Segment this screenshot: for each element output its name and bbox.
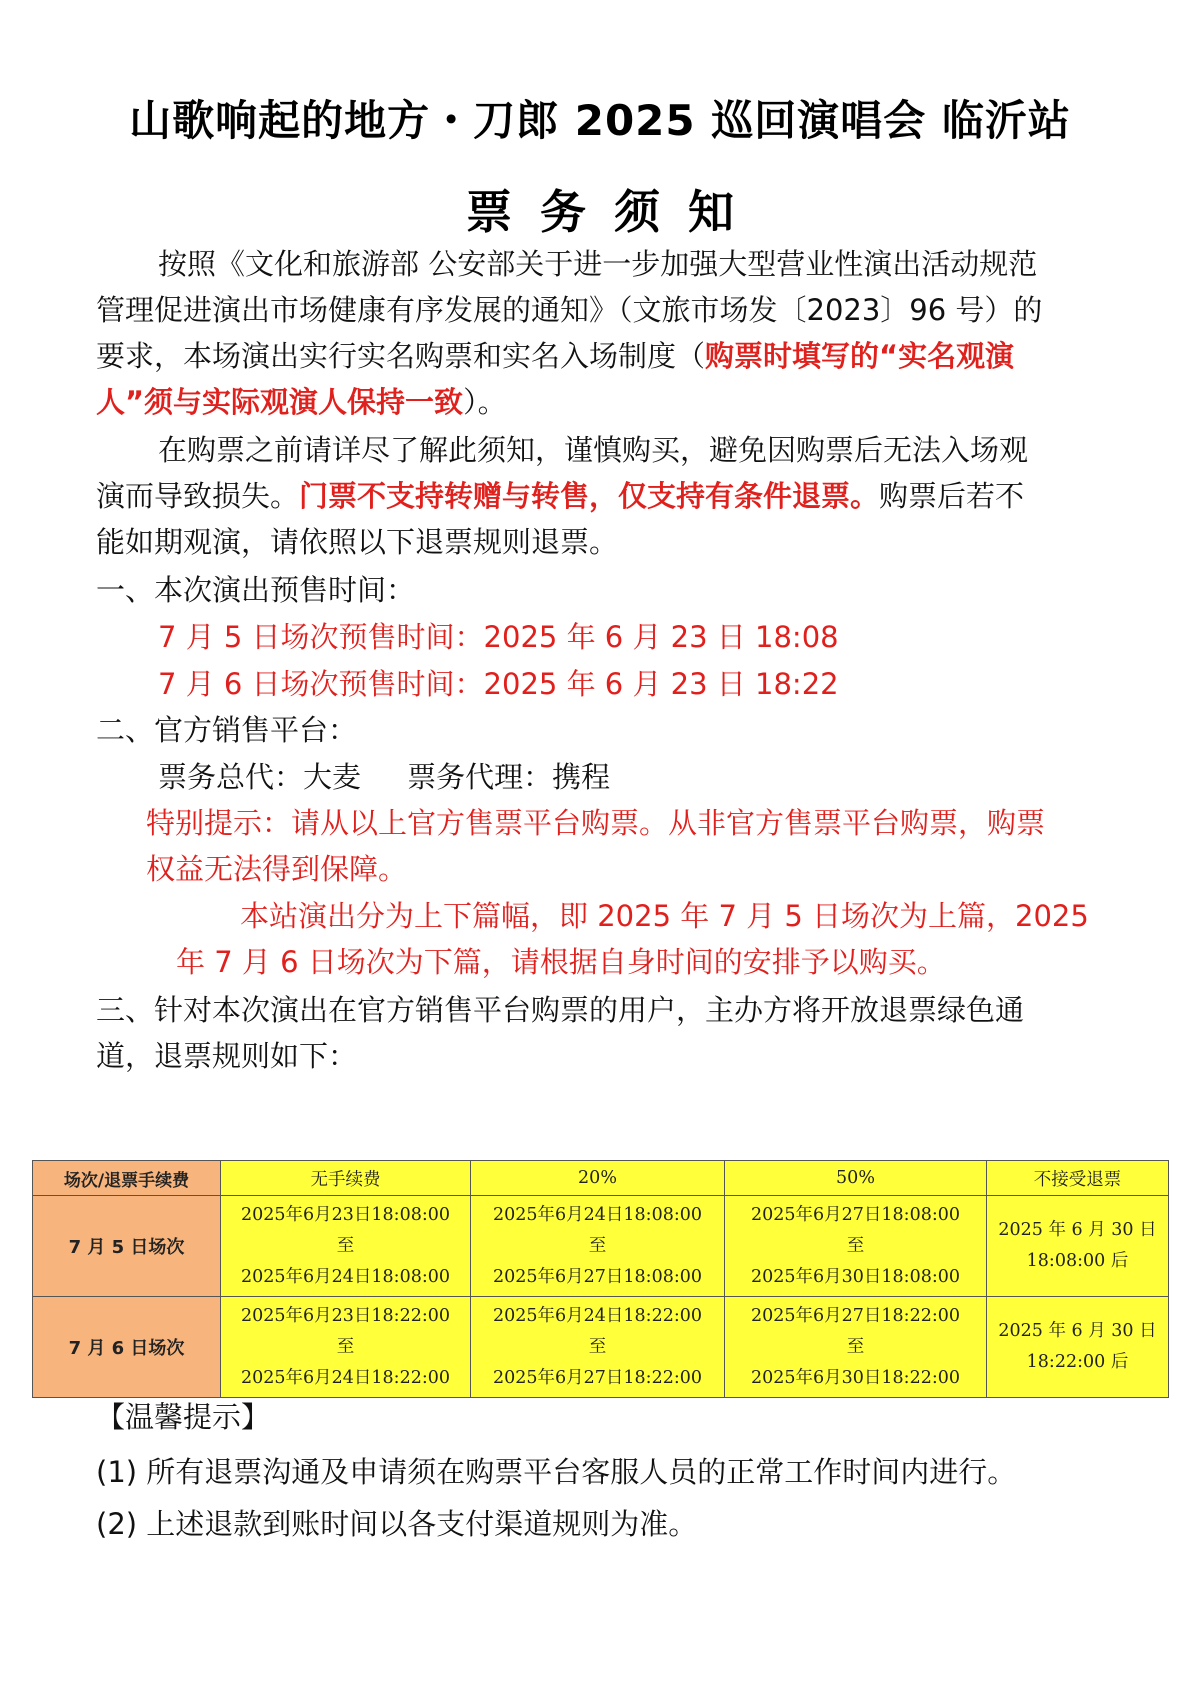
cell-after-time: 18:22:00 后	[1026, 1352, 1129, 1372]
cell-start-time: 2025年6月27日18:22:00	[750, 1305, 961, 1326]
presale-time-july-6: 7 月 6 日场次预售时间：2025 年 6 月 23 日 18:22	[158, 667, 839, 701]
no-transfer-highlight: 门票不支持转赠与转售，仅支持有条件退票。	[299, 479, 880, 513]
tip-item: (1) 所有退票沟通及申请须在购票平台客服人员的正常工作时间内进行。	[96, 1455, 1017, 1489]
cell-to: 至	[588, 1235, 607, 1256]
fee-header-50-percent: 50%	[725, 1161, 987, 1196]
intro-paragraph-line: 能如期观演，请依照以下退票规则退票。	[96, 525, 619, 559]
section-3-heading: 道，退票规则如下：	[96, 1039, 358, 1073]
row-label-july-6: 7 月 6 日场次	[33, 1297, 221, 1398]
section-3-heading: 三、针对本次演出在官方销售平台购票的用户，主办方将开放退票绿色通	[96, 993, 1025, 1027]
table-row	[33, 1297, 1169, 1398]
special-notice-line: 特别提示：请从以上官方售票平台购票。从非官方售票平台购票，购票	[146, 806, 1046, 840]
fee-header-no-refund: 不接受退票	[987, 1161, 1169, 1196]
cell-date: 2025 年 6 月 30 日	[998, 1321, 1157, 1341]
cell-end-time: 2025年6月27日18:08:00	[492, 1266, 703, 1287]
cell-start-time: 2025年6月27日18:08:00	[750, 1204, 961, 1225]
table-cell	[725, 1297, 987, 1398]
page-subtitle: 票务须知	[466, 185, 762, 239]
section-2-heading: 二、官方销售平台：	[96, 713, 358, 747]
fee-header-20-percent: 20%	[471, 1161, 725, 1196]
cell-to: 至	[336, 1235, 355, 1256]
real-name-highlight: 购票时填写的“实名观演	[705, 339, 1015, 373]
intro-paragraph-line: 在购票之前请详尽了解此须知，谨慎购买，避免因购票后无法入场观	[158, 433, 1029, 467]
tips-heading: 【温馨提示】	[96, 1400, 271, 1434]
sales-platforms: 票务总代：大麦 票务代理：携程	[158, 760, 611, 794]
intro-paragraph-line: 管理促进演出市场健康有序发展的通知》（文旅市场发〔2023〕96 号）的	[96, 293, 1043, 327]
presale-time-july-5: 7 月 5 日场次预售时间：2025 年 6 月 23 日 18:08	[158, 620, 839, 654]
table-cell	[471, 1297, 725, 1398]
table-cell	[471, 1196, 725, 1297]
table-cell	[221, 1196, 471, 1297]
real-name-highlight: 人”须与实际观演人保持一致	[96, 385, 464, 419]
intro-text: 购票后若不	[879, 479, 1025, 513]
cell-end-time: 2025年6月30日18:22:00	[750, 1367, 961, 1388]
cell-start-time: 2025年6月23日18:22:00	[240, 1305, 451, 1326]
table-cell	[221, 1297, 471, 1398]
intro-text: 要求，本场演出实行实名购票和实名入场制度（	[96, 339, 706, 373]
fee-header-free: 无手续费	[221, 1161, 471, 1196]
table-corner-header: 场次/退票手续费	[33, 1161, 221, 1196]
table-cell	[987, 1196, 1169, 1297]
show-split-line: 年 7 月 6 日场次为下篇，请根据自身时间的安排予以购买。	[176, 945, 946, 979]
cell-to: 至	[846, 1235, 865, 1256]
refund-fee-table	[32, 1160, 1169, 1398]
cell-end-time: 2025年6月24日18:22:00	[240, 1367, 451, 1388]
cell-end-time: 2025年6月24日18:08:00	[240, 1266, 451, 1287]
tip-item: (2) 上述退款到账时间以各支付渠道规则为准。	[96, 1507, 698, 1541]
intro-text: ）。	[463, 385, 507, 419]
section-1-heading: 一、本次演出预售时间：	[96, 573, 416, 607]
cell-date: 2025 年 6 月 30 日	[998, 1220, 1157, 1240]
intro-paragraph-line	[96, 476, 1106, 516]
row-label-july-5: 7 月 5 日场次	[33, 1196, 221, 1297]
table-cell	[987, 1297, 1169, 1398]
intro-text: 演而导致损失。	[96, 479, 300, 513]
show-split-line: 本站演出分为上下篇幅，即 2025 年 7 月 5 日场次为上篇，2025	[240, 899, 1089, 933]
cell-end-time: 2025年6月27日18:22:00	[492, 1367, 703, 1388]
intro-paragraph-line	[96, 382, 1106, 422]
cell-start-time: 2025年6月23日18:08:00	[240, 1204, 451, 1225]
table-cell	[725, 1196, 987, 1297]
special-notice-line: 权益无法得到保障。	[146, 852, 408, 886]
cell-start-time: 2025年6月24日18:22:00	[492, 1305, 703, 1326]
table-header-row	[33, 1161, 1169, 1196]
cell-to: 至	[336, 1336, 355, 1357]
cell-end-time: 2025年6月30日18:08:00	[750, 1266, 961, 1287]
cell-after-time: 18:08:00 后	[1026, 1251, 1129, 1271]
cell-to: 至	[846, 1336, 865, 1357]
cell-to: 至	[588, 1336, 607, 1357]
page-title: 山歌响起的地方・刀郎 2025 巡回演唱会 临沂站	[129, 96, 1071, 145]
intro-paragraph-line: 按照《文化和旅游部 公安部关于进一步加强大型营业性演出活动规范	[158, 247, 1038, 281]
table-row	[33, 1196, 1169, 1297]
intro-paragraph-line	[96, 336, 1106, 376]
cell-start-time: 2025年6月24日18:08:00	[492, 1204, 703, 1225]
